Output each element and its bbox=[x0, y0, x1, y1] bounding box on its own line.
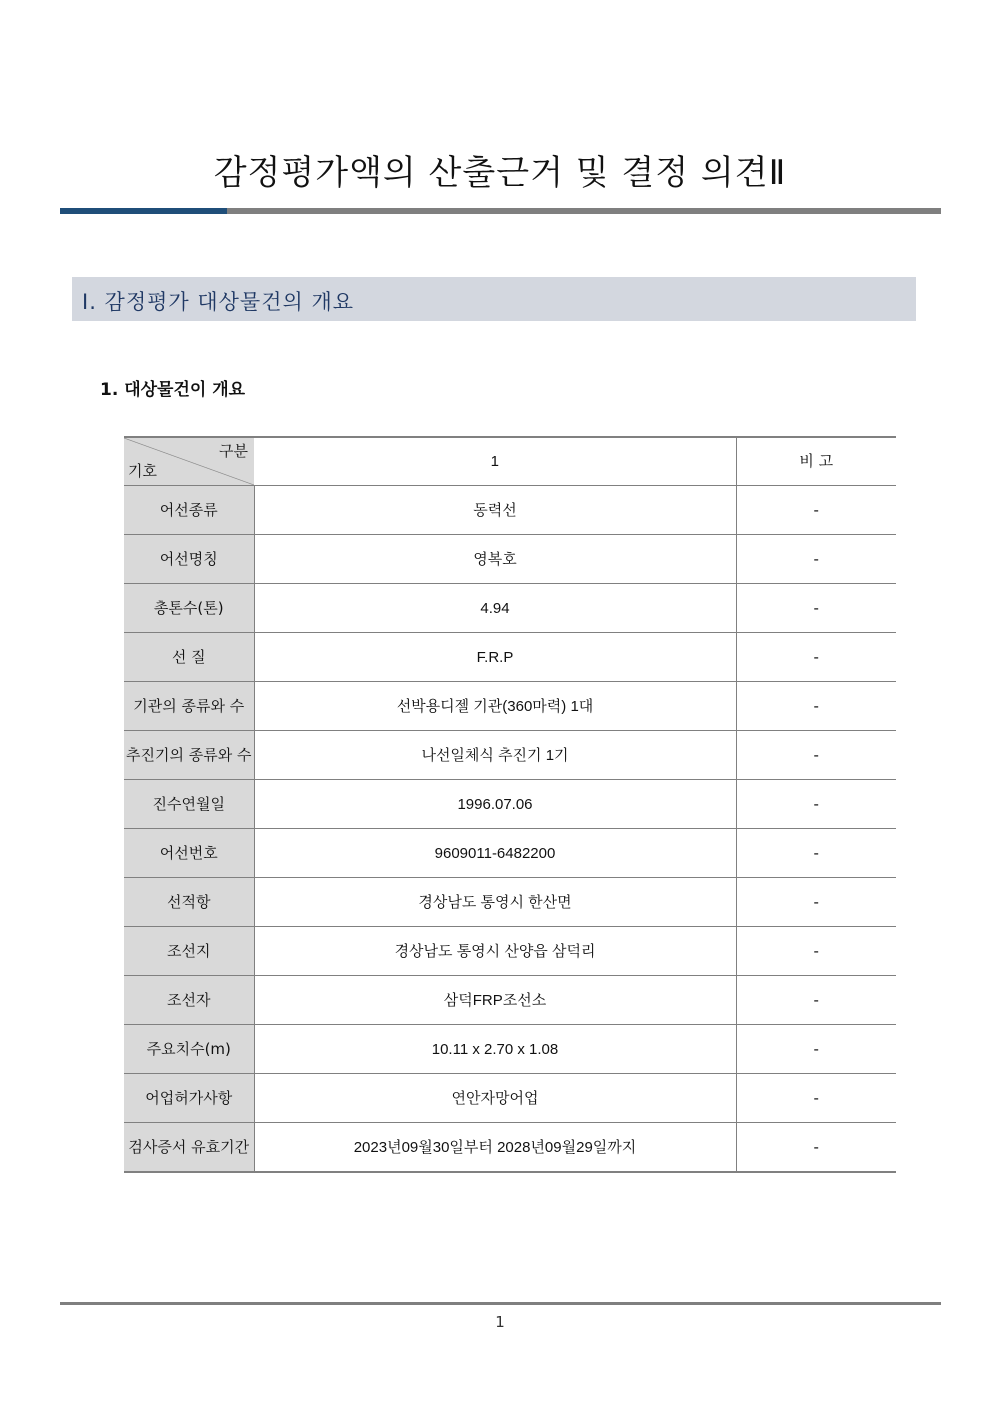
row-value: 경상남도 통영시 산양읍 삼덕리 bbox=[254, 927, 736, 976]
title-divider-accent bbox=[60, 208, 227, 214]
table-row bbox=[124, 633, 896, 682]
table-row bbox=[124, 486, 896, 535]
row-remark: - bbox=[736, 780, 896, 829]
row-remark: - bbox=[736, 927, 896, 976]
row-remark: - bbox=[736, 1074, 896, 1123]
row-label: 검사증서 유효기간 bbox=[124, 1123, 254, 1173]
row-remark: - bbox=[736, 1123, 896, 1173]
row-value: 동력선 bbox=[254, 486, 736, 535]
table-row bbox=[124, 927, 896, 976]
row-label: 선 질 bbox=[124, 633, 254, 682]
section-heading-bar bbox=[72, 277, 916, 321]
header-corner-top: 구분 bbox=[219, 442, 248, 460]
subheading: 1. 대상물건이 개요 bbox=[100, 380, 246, 400]
row-value: 연안자망어업 bbox=[254, 1074, 736, 1123]
page-title: 감정평가액의 산출근거 및 결정 의견Ⅱ bbox=[213, 153, 787, 193]
table-row bbox=[124, 535, 896, 584]
row-remark: - bbox=[736, 731, 896, 780]
table-row bbox=[124, 878, 896, 927]
row-label: 조선자 bbox=[124, 976, 254, 1025]
footer-divider bbox=[60, 1302, 941, 1305]
header-corner-cell bbox=[124, 437, 254, 486]
table-row bbox=[124, 584, 896, 633]
header-col-remarks: 비 고 bbox=[736, 437, 896, 486]
page-number: 1 bbox=[495, 1313, 505, 1331]
property-overview-table bbox=[124, 436, 896, 1173]
table-row bbox=[124, 682, 896, 731]
row-value: F.R.P bbox=[254, 633, 736, 682]
row-remark: - bbox=[736, 633, 896, 682]
row-remark: - bbox=[736, 829, 896, 878]
row-label: 추진기의 종류와 수 bbox=[124, 731, 254, 780]
table-row bbox=[124, 780, 896, 829]
row-label: 총톤수(톤) bbox=[124, 584, 254, 633]
row-remark: - bbox=[736, 535, 896, 584]
row-remark: - bbox=[736, 1025, 896, 1074]
row-value: 영복호 bbox=[254, 535, 736, 584]
section-heading: Ⅰ. 감정평가 대상물건의 개요 bbox=[82, 290, 355, 314]
row-label: 어선명칭 bbox=[124, 535, 254, 584]
row-label: 어선번호 bbox=[124, 829, 254, 878]
row-remark: - bbox=[736, 486, 896, 535]
row-label: 기관의 종류와 수 bbox=[124, 682, 254, 731]
table-row bbox=[124, 976, 896, 1025]
header-col-1: 1 bbox=[254, 437, 736, 486]
table-row bbox=[124, 829, 896, 878]
row-remark: - bbox=[736, 878, 896, 927]
row-label: 선적항 bbox=[124, 878, 254, 927]
table-row bbox=[124, 1123, 896, 1173]
row-value: 10.11 x 2.70 x 1.08 bbox=[254, 1025, 736, 1074]
row-value: 9609011-6482200 bbox=[254, 829, 736, 878]
row-value: 삼덕FRP조선소 bbox=[254, 976, 736, 1025]
table-header-row bbox=[124, 437, 896, 486]
table-row bbox=[124, 731, 896, 780]
row-value: 4.94 bbox=[254, 584, 736, 633]
row-remark: - bbox=[736, 584, 896, 633]
row-label: 주요치수(m) bbox=[124, 1025, 254, 1074]
row-value: 선박용디젤 기관(360마력) 1대 bbox=[254, 682, 736, 731]
row-label: 어업허가사항 bbox=[124, 1074, 254, 1123]
title-divider bbox=[60, 208, 941, 214]
row-remark: - bbox=[736, 682, 896, 731]
row-label: 어선종류 bbox=[124, 486, 254, 535]
row-remark: - bbox=[736, 976, 896, 1025]
row-value: 나선일체식 추진기 1기 bbox=[254, 731, 736, 780]
row-value: 경상남도 통영시 한산면 bbox=[254, 878, 736, 927]
table-row bbox=[124, 1025, 896, 1074]
row-label: 진수연월일 bbox=[124, 780, 254, 829]
table-row bbox=[124, 1074, 896, 1123]
row-value: 2023년09월30일부터 2028년09월29일까지 bbox=[254, 1123, 736, 1173]
row-label: 조선지 bbox=[124, 927, 254, 976]
row-value: 1996.07.06 bbox=[254, 780, 736, 829]
header-corner-bottom: 기호 bbox=[128, 462, 157, 480]
